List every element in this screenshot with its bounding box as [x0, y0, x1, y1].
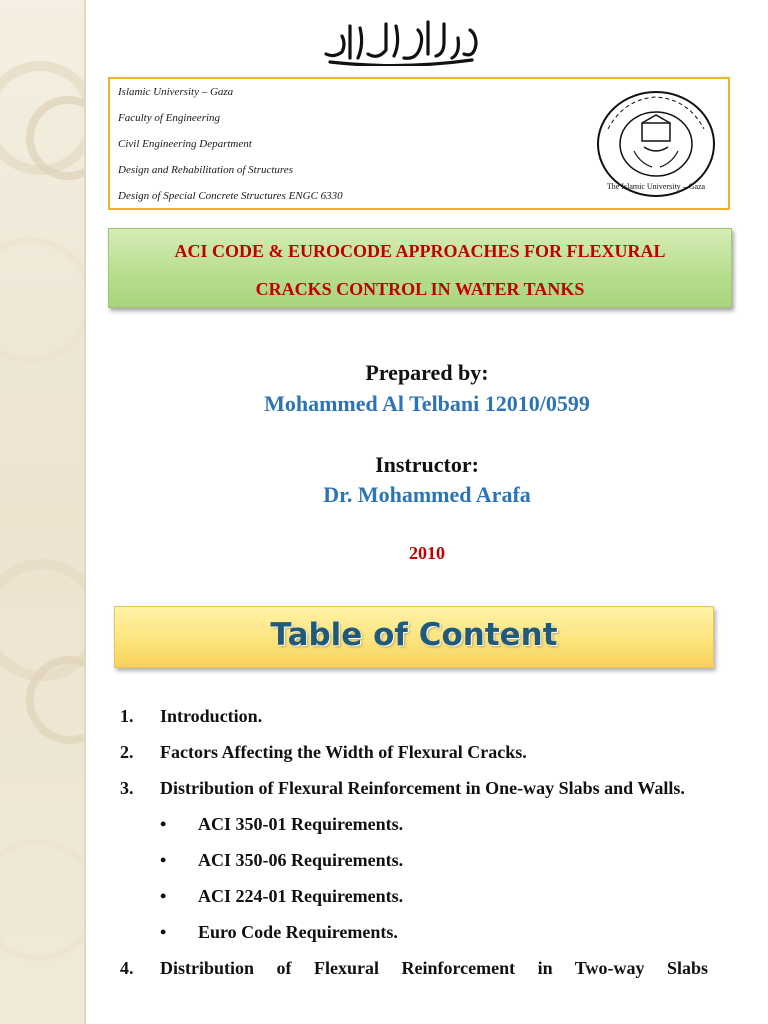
presentation-title-box — [108, 228, 732, 308]
toc-subitem — [120, 806, 708, 842]
toc-item-number: 1. — [120, 706, 134, 726]
toc-item-text: Distribution of Flexural Reinforcement in Two-way Slabs — [160, 958, 708, 978]
sidebar-circles-decoration — [0, 0, 86, 1024]
toc-item-number: 4. — [120, 958, 134, 978]
header-info-box — [108, 77, 730, 210]
toc-subitem-text: ACI 224-01 Requirements. — [198, 886, 404, 906]
institution-line: Islamic University – Gaza — [118, 86, 234, 98]
university-seal-icon — [594, 89, 718, 199]
toc-item-text: Introduction. — [160, 706, 263, 726]
instructor-label: Instructor: — [375, 452, 479, 477]
bullet-icon: • — [160, 814, 167, 834]
table-of-content-list — [120, 698, 708, 986]
toc-subitem-text: ACI 350-01 Requirements. — [198, 814, 404, 834]
toc-subitem-text: Euro Code Requirements. — [198, 922, 398, 942]
table-of-content-banner — [114, 606, 714, 668]
institution-line: Design of Special Concrete Structures ENGC 6330 — [118, 190, 343, 202]
toc-item — [120, 734, 708, 770]
presentation-title-line-1: ACI CODE & EUROCODE APPROACHES FOR FLEXURAL — [174, 241, 666, 261]
institution-line: Design and Rehabilitation of Structures — [118, 164, 293, 176]
bullet-icon: • — [160, 922, 167, 942]
institution-line: Civil Engineering Department — [118, 138, 252, 150]
institution-line: Faculty of Engineering — [118, 112, 221, 124]
seal-text: The Islamic University – Gaza — [606, 182, 706, 191]
toc-item — [120, 698, 708, 734]
basmala-calligraphy-icon — [320, 14, 480, 66]
toc-subitem — [120, 914, 708, 950]
bullet-icon: • — [160, 886, 167, 906]
toc-subitem — [120, 878, 708, 914]
presentation-title-line-2: CRACKS CONTROL IN WATER TANKS — [255, 279, 585, 299]
prepared-by-label: Prepared by: — [365, 360, 489, 385]
year-label: 2010 — [409, 543, 445, 563]
toc-subitem-text: ACI 350-06 Requirements. — [198, 850, 404, 870]
toc-item-number: 3. — [120, 778, 134, 798]
toc-item-number: 2. — [120, 742, 134, 762]
toc-item — [120, 950, 708, 986]
bullet-icon: • — [160, 850, 167, 870]
table-of-content-heading: Table of Content — [270, 617, 558, 653]
author-name: Mohammed Al Telbani 12010/0599 — [264, 391, 590, 416]
toc-subitem — [120, 842, 708, 878]
decorative-sidebar — [0, 0, 86, 1024]
instructor-name: Dr. Mohammed Arafa — [323, 482, 531, 507]
toc-item — [120, 770, 708, 806]
toc-item-text: Factors Affecting the Width of Flexural Cracks. — [160, 742, 527, 762]
toc-item-text: Distribution of Flexural Reinforcement in One-way Slabs and Walls. — [160, 778, 685, 798]
institution-lines — [118, 83, 343, 213]
